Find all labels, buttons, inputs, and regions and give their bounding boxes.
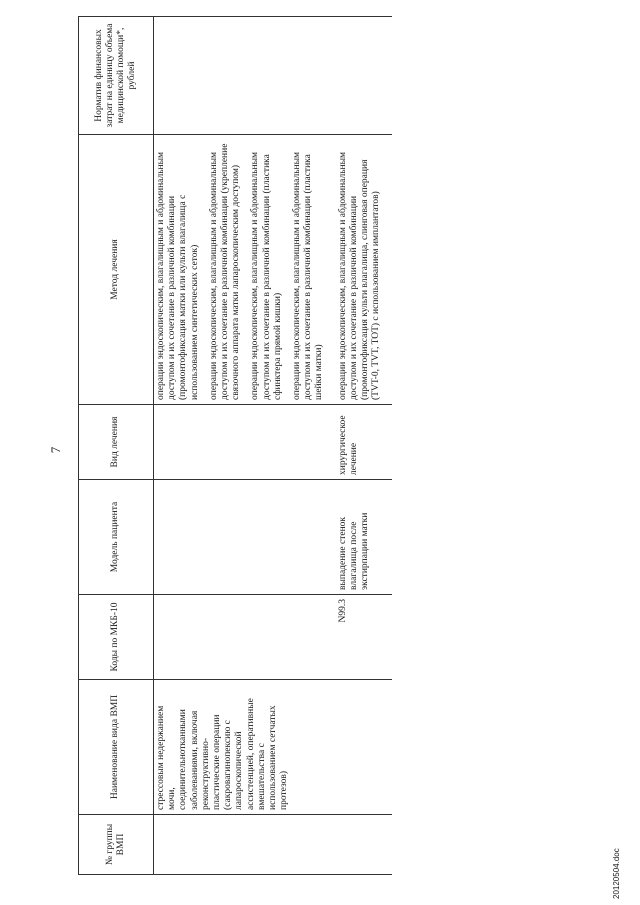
vmp-table: [78, 16, 392, 875]
method-paragraph: операции эндоскопическим, влагалищным и абдоминальным доступом и их сочетание в различной комбинации (укрепление связочного аппарата матки лапароскопическим доступом): [208, 143, 242, 400]
table-header-row: [79, 17, 154, 875]
cell-cost-norm: [336, 17, 393, 135]
table-row: [154, 17, 336, 875]
header-group-number: № группы ВМП: [79, 815, 154, 875]
header-patient-model: Модель пациента: [79, 480, 154, 595]
cell-treatment-methods: [336, 135, 393, 405]
header-icd-codes: Коды по МКБ-10: [79, 595, 154, 680]
cell-patient-model: выпадение стенок влагалища после экстирпации матки: [336, 480, 393, 595]
header-treatment-type: Вид лечения: [79, 405, 154, 480]
header-cost-norm: Норматив финансовых затрат на единицу объема медицинской помощи*, рублей: [79, 17, 154, 135]
table-row: [336, 17, 393, 875]
cell-treatment-type: хирургическое лечение: [336, 405, 393, 480]
cell-group: [154, 815, 336, 875]
method-paragraph: операции эндоскопическим, влагалищным и абдоминальным доступом и их сочетание в различной комбинации (промонтофиксация матки или культи влагалища с использованием синтетических сеток): [156, 151, 200, 400]
cell-icd-code: N99.3: [336, 595, 393, 680]
cell-cost-norm: [154, 17, 336, 135]
method-paragraph: операции эндоскопическим, влагалищным и абдоминальным доступом и их сочетание в различной комбинации (промонтофиксация культи влагалища, слинговая операция (TVT-0, TVT, TOT) с использованием имплантатов): [337, 151, 382, 400]
cell-treatment-methods: [154, 135, 336, 405]
method-paragraph: операции эндоскопическим, влагалищным и абдоминальным доступом и их сочетание в различной комбинации (пластика шейки матки): [292, 151, 325, 400]
cell-icd-code: [154, 595, 336, 680]
method-paragraph: операции эндоскопическим, влагалищным и абдоминальным доступом и их сочетание в различной комбинации (пластика сфинктера прямой кишки): [250, 151, 283, 400]
cell-patient-model: [154, 480, 336, 595]
page-number: 7: [48, 446, 63, 454]
header-vmp-name: Наименование вида ВМП: [79, 680, 154, 815]
cell-treatment-type: [154, 405, 336, 480]
cell-vmp-name: стрессовым недержанием мочи, соединительнотканными заболеваниями, включая реконструктивно-пластические операции (сакровагинопексию с лапароскопической ассистенцией, оперативные вмешательства с использованием сетчатых протезов): [154, 680, 336, 815]
cell-group: [336, 815, 393, 875]
header-treatment-method: Метод лечения: [79, 135, 154, 405]
file-footer: 20120504.doc: [612, 848, 621, 899]
cell-vmp-name: [336, 680, 393, 815]
